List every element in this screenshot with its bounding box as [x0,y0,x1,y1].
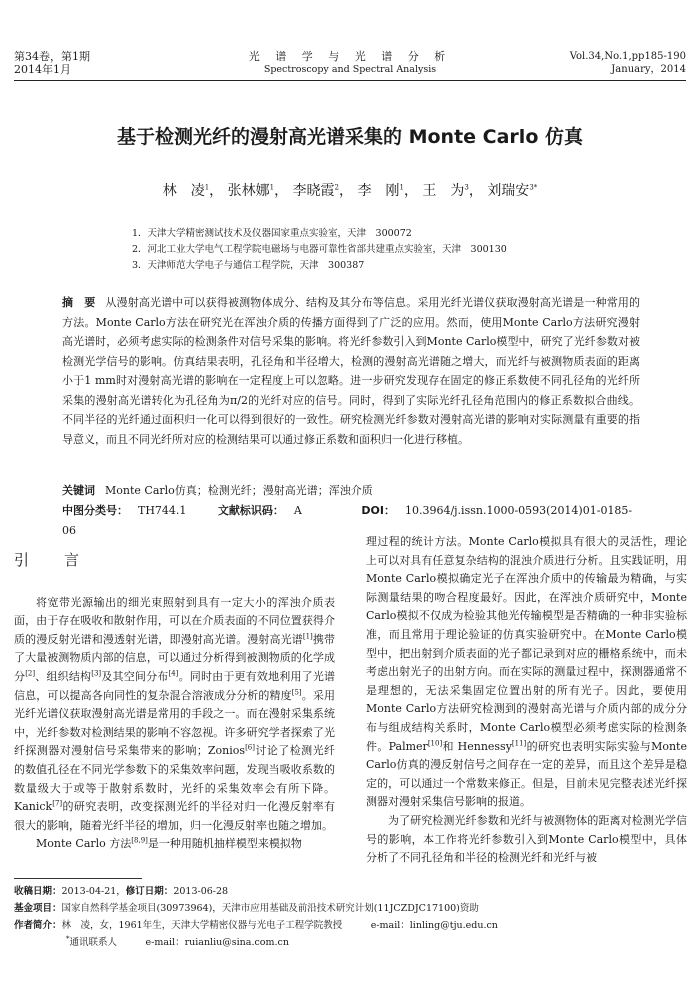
affiliations [132,226,507,274]
clc-value: TH744.1 [138,504,187,517]
paragraph: 为了研究检测光纤参数和光纤与被测物体的距离对检测光学信号的影响，本工作将光纤参数引入到Monte Carlo模型中，具体分析了不同孔径角和半径的检测光纤和光纤与被 [366,813,687,865]
author: 李晓霞 [292,183,335,199]
journal-name-en: Spectroscopy and Spectral Analysis [263,64,437,75]
corresponding-mark: * [66,934,70,943]
citation: [8,9] [131,836,148,845]
affiliation: 3．天津师范大学电子与通信工程学院，天津 300387 [132,260,365,271]
citation: [4] [168,669,179,678]
doi-label: DOI： [361,504,395,517]
clc-label: 中图分类号： [62,504,128,517]
footnotes: 收稿日期：2013-04-21，修订日期：2013-06-28 基金项目：国家自然科学基金项目(30973964)，天津市应用基础及前沿技术研究计划(11JCZDJC17100)资助 作者简介：林 凌，女，1961年生，天津大学精密仪器与光电子工程学院教授 e-mail：linling@tju.edu.cn *通讯联系人 e-mail：ruianliu@sina.com.cn [14,886,498,948]
citation: [7] [52,799,63,808]
right-column [366,533,687,868]
journal-name-cn: 光 谱 学 与 光 谱 分 析 [248,50,452,63]
citation: [5] [291,687,302,696]
doc-code-label: 文献标识码： [217,504,284,517]
abstract-text: 从漫射高光谱中可以获得被测物体成分、结构及其分布等信息。采用光纤光谱仪获取漫射高光谱是一种常用的方法。Monte Carlo方法在研究光在浑浊介质的传播方面得到了广泛的应用。然而，使用Monte Carlo方法研究漫射高光谱时，必须考虑实际的检测条件对信号采集的影响。将光纤参数引入到Monte Carlo模型中，研究了光纤参数对被检测光学信号的影响。仿真结果表明，孔径角和半径增大，检测的漫射高光谱随之增大，而光纤与被测物质表面的距离小于1 mm时对漫射高光谱的影响在一定程度上可以忽略。进一步研究发现存在固定的修正系数使不同孔径角的光纤所采集的漫射高光谱转化为孔径角为π/2的光纤对应的信号。同时，得到了实际光纤孔径角范围内的修正系数拟合曲线。不同半径的光纤通过面积归一化可以得到很好的一致性。研究检测光纤参数对漫射高光谱的影响对实际测量有重要的指导意义，而且不同光纤所对应的检测结果可以通过修正系数和面积归一化进行移植。 [62,296,640,446]
author: 李 刚 [357,183,400,199]
header-volume-en: Vol.34,No.1,pp185-190 January，2014 [569,51,686,75]
header-volume-cn: 第34卷，第1期 2014年1月 [14,50,90,76]
affiliation: 2．河北工业大学电气工程学院电磁场与电器可靠性省部共建重点实验室，天津 300130 [132,244,507,255]
citation: [6] [245,743,255,752]
section-heading: 引 言 [14,551,90,569]
keywords-text: Monte Carlo仿真；检测光纤；漫射高光谱；浑浊介质 [105,484,373,497]
revised-label: 修订日期： [125,886,174,897]
author: 林 凌 [162,183,205,199]
left-column [14,533,335,854]
page-header [0,0,700,76]
paragraph: 理过程的统计方法。Monte Carlo模拟具有很大的灵活性，理论上可以对具有任意复杂结构的混浊介质进行分析。且实践证明，用Monte Carlo模拟确定光子在浑浊介质中的传输最为精确，与实际测量结果的吻合程度最好。因此，在浑浊介质研究中，Monte Carlo模拟不仅成为检验其他光传输模型是否精确的一种非实验标准，而且常用于理论验证的仿真实验研究中。在Monte Carlo模型中，把出射到介质表面的光子都记录到对应的栅格系统中，而未考虑出射光子的出射方向。而在实际的测量过程中，探测器通常不是理想的，无法采集固定位置出射的所有光子。因此，要使用Monte Carlo方法研究检测到的漫射高光谱与介质内部的成分分布与组成结构关系时，Monte Carlo模型必须考虑实际的检测条件。Palmer[10]和 Hennessy[11]的研究也表明实际实验与Monte Carlo仿真的漫反射信号之间存在一定的差异，而且这个差异是稳定的，可以通过一个常数来修正。但是，目前未见完整表述光纤探测器对漫射采集信号影响的报道。 [366,535,687,809]
doc-code-value: A [293,504,302,517]
citation: [2] [25,669,36,678]
author: 张林娜 [227,183,270,199]
paper-title: 基于检测光纤的漫射高光谱采集的 Monte Carlo 仿真 [116,126,583,148]
paragraph: Monte Carlo 方法[8,9]是一种用随机抽样模型来模拟物 [36,836,302,851]
keywords-block [62,481,640,541]
affiliation: 1．天津大学精密测试技术及仪器国家重点实验室，天津 300072 [132,228,412,239]
corresponding-author: 通讯联系人 e-mail：ruianliu@sina.com.cn [69,937,289,948]
header-rule [14,80,686,81]
author-bio-label: 作者简介： [14,920,62,931]
citation: [11] [511,738,527,747]
author: 王 为 [422,183,465,199]
fund-label: 基金项目： [14,903,62,914]
citation: [3] [91,669,102,678]
author: 刘瑞安 [487,183,530,199]
abstract-label: 摘 要 [62,296,96,309]
received-label: 收稿日期： [14,886,62,897]
keywords-label: 关键词 [62,484,95,497]
citation: [1] [302,632,313,641]
doi-value: 10.3964/j.issn.1000-0593(2014)01-0185-06 [62,504,633,537]
footnote-rule [14,878,142,879]
citation: [10] [427,738,443,747]
paragraph: 将宽带光源输出的细光束照射到具有一定大小的浑浊介质表面，由于存在吸收和散射作用，可以在介质表面的不同位置获得介质的漫反射光谱和漫透射光谱，即漫射高光谱。漫射高光谱[1]携带了大量被测物质内部的信息，可以通过分析得到被测物质的化学成分[2]、组织结构[3]及其空间分布[4]。同时由于更有效地利用了光谱信息，可以提高各向同性的复杂混合溶液成分分析的精度[5]。采用光纤光谱仪获取漫射高光谱是常用的手段之一。而在漫射采集系统中，光纤参数对检测结果的影响不容忽视。许多研究学者探索了光纤探测器对漫射信号采集带来的影响；Zonios[6]讨论了检测光纤的数值孔径在不同光学参数下的采集效率问题，发现当吸收系数的数量级大于或等于散射系数时，光纤的采集效率会有所下降。Kanick[7]的研究表明，改变探测光纤的半径对归一化漫反射率有很大的影响，随着光纤半径的增加，归一化漫反射率也随之增加。 [14,595,336,832]
author-list: 林 凌$^1$， 张林娜$^1$， 李晓霞$^2$， 李 刚$^1$， 王 为$^3$， 刘瑞安$^{3*}$ [162,183,538,199]
abstract [62,293,640,449]
